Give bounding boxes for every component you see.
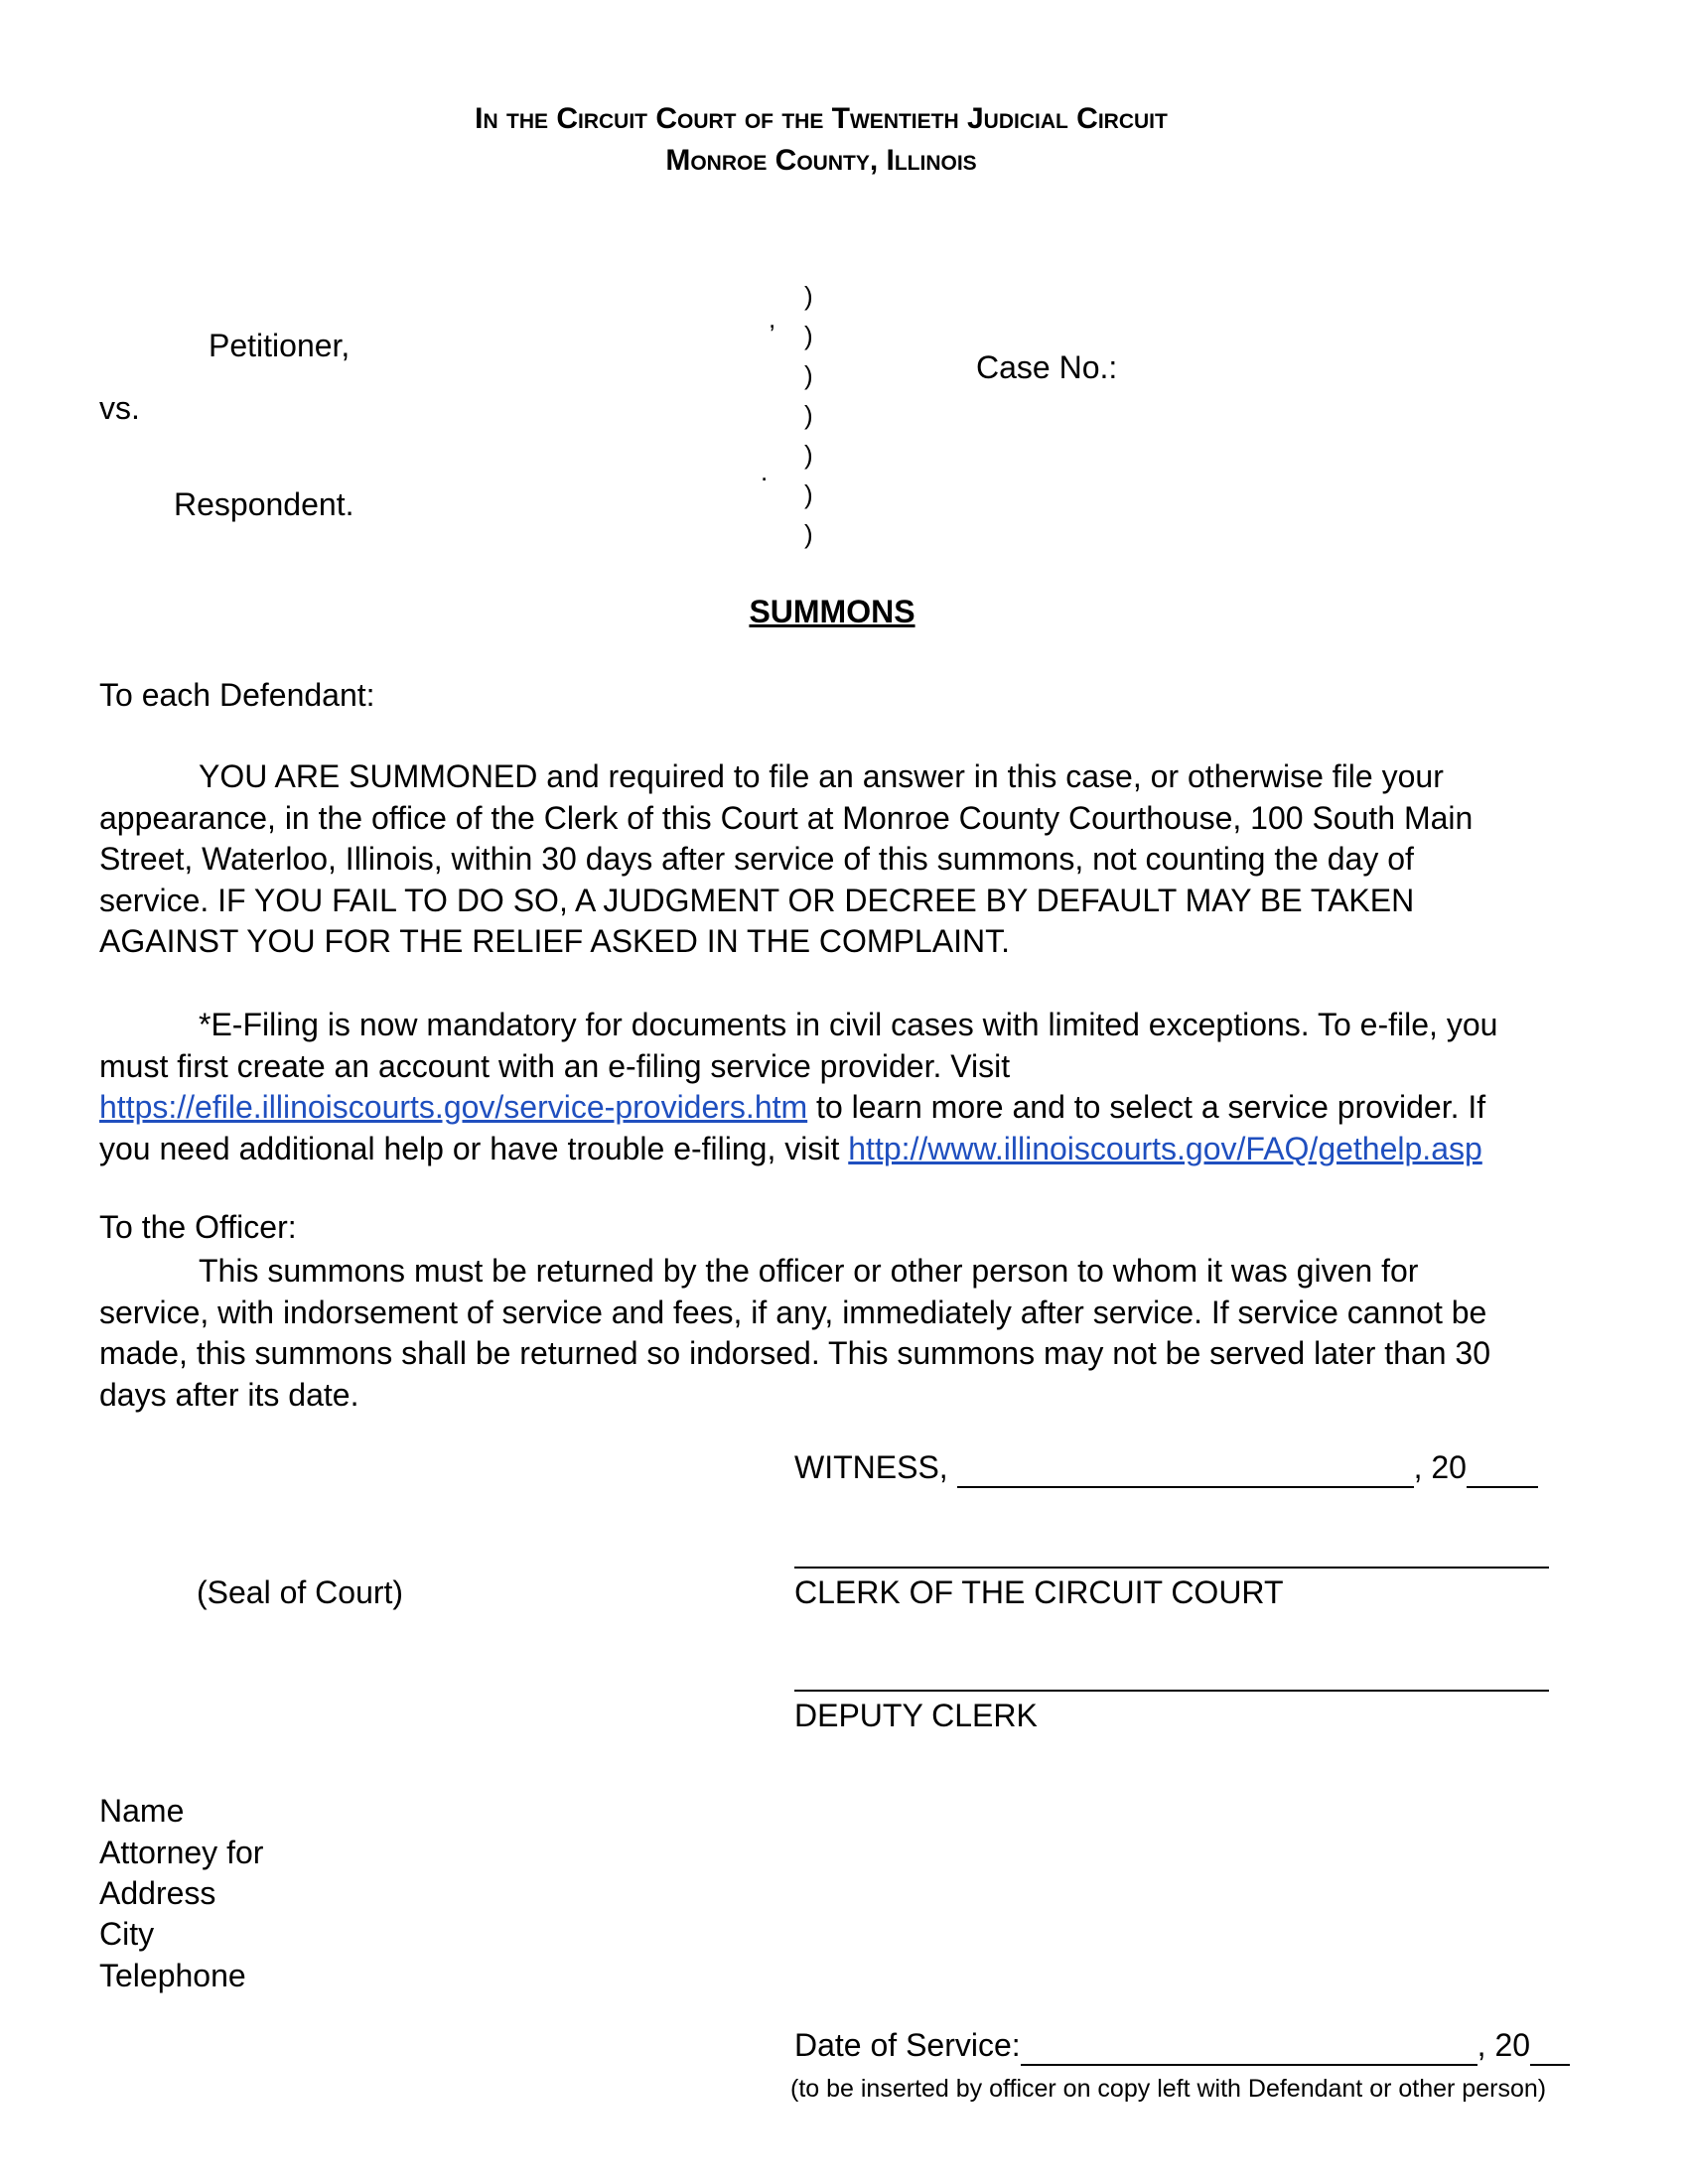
respondent-label: Respondent. [174, 486, 354, 522]
service-providers-link[interactable]: https://efile.illinoiscourts.gov/service-providers.htm [99, 1089, 808, 1125]
date-of-service-label: Date of Service: [794, 2027, 1021, 2063]
caption-comma: , [769, 304, 776, 334]
caption-period: . [761, 457, 769, 486]
officer-line: service, with indorsement of service and fees, if any, immediately after service. If service cannot be [99, 1294, 1487, 1330]
caption-paren: ) [804, 479, 813, 509]
caption-paren: ) [804, 400, 813, 430]
defendant-line: AGAINST YOU FOR THE RELIEF ASKED IN THE COMPLAINT. [99, 923, 1010, 959]
seal-of-court: (Seal of Court) [197, 1574, 404, 1610]
efiling-line: must first create an account with an e-filing service provider. Visit [99, 1047, 1011, 1084]
efiling-paragraph [99, 1005, 1579, 1169]
service-note: (to be inserted by officer on copy left with Defendant or other person) [790, 2075, 1547, 2103]
witness-year-label: , 20 [1413, 1449, 1467, 1485]
service-year-blank[interactable] [1530, 2027, 1570, 2066]
caption-paren: ) [804, 440, 813, 470]
attorney-name-label: Name [99, 1793, 185, 1829]
service-date-blank[interactable] [1021, 2027, 1477, 2066]
defendant-line: appearance, in the office of the Clerk of this Court at Monroe County Courthouse, 100 South Main [99, 799, 1474, 836]
case-number-label: Case No.: [976, 349, 1118, 385]
defendant-paragraph [99, 756, 1579, 963]
service-year-label: , 20 [1477, 2027, 1531, 2063]
document-title: SUMMONS [749, 594, 915, 629]
caption-paren: ) [804, 360, 813, 390]
officer-line: made, this summons shall be returned so indorsed. This summons may not be served later than 30 [99, 1335, 1490, 1371]
officer-line: days after its date. [99, 1376, 359, 1413]
attorney-for-label: Attorney for [99, 1835, 264, 1870]
gethelp-link[interactable]: http://www.illinoiscourts.gov/FAQ/gethelp.asp [848, 1130, 1482, 1166]
court-heading-line2: Monroe County, Illinois [665, 144, 977, 177]
caption-paren: ) [804, 281, 813, 311]
attorney-city-label: City [99, 1916, 155, 1952]
defendant-line: service. IF YOU FAIL TO DO SO, A JUDGMENT OR DECREE BY DEFAULT MAY BE TAKEN [99, 882, 1415, 918]
defendant-salutation: To each Defendant: [99, 677, 375, 713]
clerk-label: CLERK OF THE CIRCUIT COURT [794, 1574, 1284, 1610]
efiling-line: *E-Filing is now mandatory for documents in civil cases with limited exceptions. To e-file, you [199, 1007, 1498, 1042]
attorney-telephone-label: Telephone [99, 1958, 246, 1993]
vs-label: vs. [99, 390, 140, 426]
clerk-signature-line[interactable] [794, 1567, 1549, 1569]
witness-line [794, 1449, 1538, 1488]
witness-label: WITNESS, [794, 1449, 948, 1485]
petitioner-label: Petitioner, [209, 328, 351, 363]
caption-paren: ) [804, 519, 813, 549]
date-of-service-line [794, 2027, 1570, 2066]
efiling-line: to learn more and to select a service provider. If [807, 1089, 1486, 1125]
defendant-line: Street, Waterloo, Illinois, within 30 days after service of this summons, not counting the day of [99, 841, 1414, 877]
officer-line: This summons must be returned by the officer or other person to whom it was given for [199, 1253, 1419, 1289]
witness-date-blank[interactable] [957, 1449, 1414, 1488]
witness-year-blank[interactable] [1467, 1449, 1538, 1488]
officer-paragraph [99, 1251, 1579, 1416]
attorney-address-label: Address [99, 1875, 216, 1911]
officer-salutation: To the Officer: [99, 1209, 297, 1245]
court-heading-line1: In the Circuit Court of the Twentieth Judicial Circuit [475, 102, 1168, 135]
efiling-line: you need additional help or have trouble e-filing, visit [99, 1130, 849, 1166]
defendant-line: YOU ARE SUMMONED and required to file an answer in this case, or otherwise file your [199, 758, 1444, 794]
deputy-signature-line[interactable] [794, 1690, 1549, 1692]
caption-paren: ) [804, 321, 813, 350]
deputy-clerk-label: DEPUTY CLERK [794, 1698, 1038, 1733]
